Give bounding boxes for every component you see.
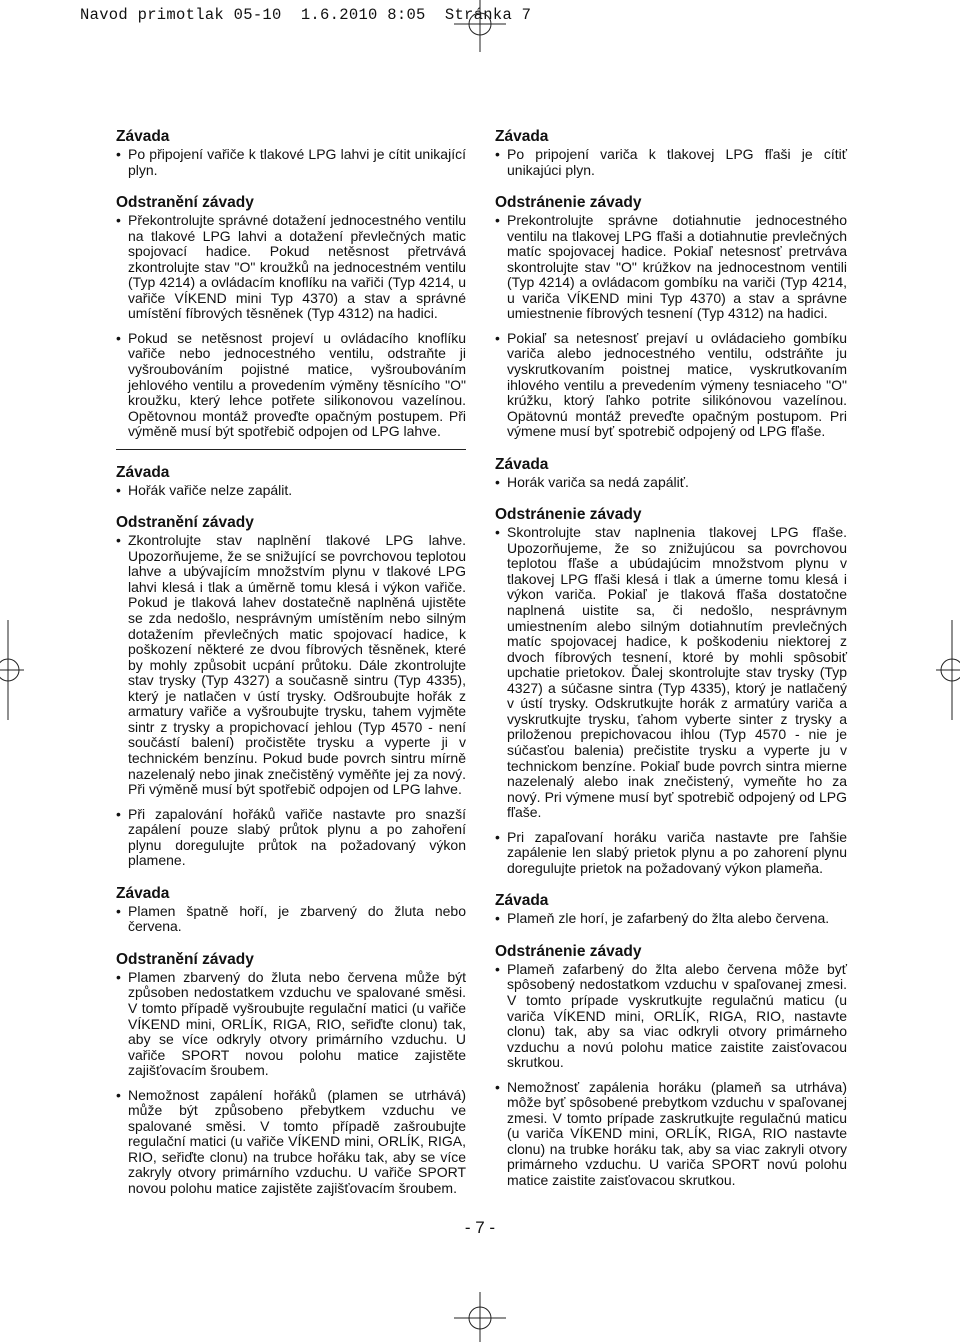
registration-mark-bottom (452, 1290, 508, 1342)
section-heading: Závada (116, 463, 170, 481)
section-fix-2 (116, 514, 466, 868)
bullet-item: • Zkontrolujte stav naplnění tlakové LPG lahve. Upozorňujeme, že se snižující se povrchovou teplotou lahve a ubývajícím množstvím plynu v tlakové LPG lahvi klesá i tlak a úměrně tomu klesá i výkon vařiče. Pokud je tlaková lahev dostatečně naplněná ujistěte se zda nedošlo, nesprávným umístěním nebo silným dotažením převlečných matic spojovací hadice, k poškození některé ze dvou fíbrových těsněnek, které by mohly způsobit ucpání průtoku. Dále zkontrolujte stav trysky (Typ 4327) a současně sintru (Typ 4335), který je natlačen v ústí trysky. Odšroubujte hořák z armatury vařiče a vyšroubujte trysku, tahem vyjměte sintr z trysky a propichovací jehlou (Typ 4570 - není součástí balení) pročistěte trysku a vyperte ji v technickém benzínu. Pokud bude povrch sintru mírně nazelenalý nebo jinak znečistěný vyměňte jej za nový. Při výměně musí být spotřebič odpojen od LPG lahve. (116, 532, 466, 798)
section-fault-1 (495, 128, 847, 178)
section-heading: Závada (495, 892, 549, 910)
section-heading: Odstránenie závady (495, 506, 642, 524)
section-heading: Závada (495, 128, 549, 145)
bullet-icon: • (116, 968, 121, 985)
bullet-item: • Nemožnosť zapálenia horáku (plameň sa utrháva) môže byť spôsobené prebytkom vzduchu v spaľovanej zmesi. V tomto prípade zaskrutkujte regulačnú maticu (u variča VÍKEND mini, ORLÍK, RIGA, RIO nastavte clonu) na trubke horáku tak, aby sa viac zakryli otvory primárneho vzduchu. U variča SPORT novú polohu matice zaistite zaisťovacou skrutkou. (495, 1078, 847, 1188)
bullet-icon: • (495, 473, 500, 490)
bullet-item: • Překontrolujte správné dotažení jednocestného ventilu na tlakové LPG lahvi a dotažení převlečných matic spojovací hadice. Pokud netěsnost přetrvává zkontrolujte stav "O" kroužků na jednocestném ventilu (Typ 4214) a ovládacím knoflíku na vařiči (Typ 4214, u vařiče VÍKEND mini Typ 4370) a stav a správné umístění fíbrových těsněnek (Typ 4312) na hadici. (116, 212, 466, 322)
section-fault-3 (116, 885, 466, 935)
bullet-icon: • (495, 212, 500, 229)
section-fix-1 (495, 194, 847, 440)
bullet-item: • Pokiaľ sa netesnosť prejaví u ovládacieho gombíku variča alebo jednocestného ventilu, odstráňte ju vyskrutkovaním poistnej matice, vyskrutkovaním ihlového ventilu a prevedením výmeny tesniaceho "O" krúžku, ktorý ľahko potrite silikónovou vazelínou. Opätovnú montáž preveďte opačným postupom. Pri výmene musí byť spotrebič odpojený od LPG fľaše. (495, 329, 847, 440)
bullet-icon: • (116, 481, 121, 498)
section-heading: Odstránenie závady (495, 942, 642, 960)
section-heading: Odstranění závady (116, 514, 254, 532)
bullet-item: • Pokud se netěsnost projeví u ovládacího knoflíku vařiče nebo jednocestného ventilu, odstraňte ji vyšroubováním pojistné matice, vyšroubováním jehlového ventilu a provedením výměny těsnícího "O" kroužku, který lehce potřete silikonovou vazelínou. Opětovnou montáž proveďte opačným postupem. Při výměně musí být spotřebič odpojen od LPG lahve. (116, 329, 466, 440)
left-column (116, 128, 466, 1213)
section-heading: Závada (116, 884, 170, 902)
bullet-icon: • (495, 960, 500, 977)
bullet-icon: • (116, 329, 121, 346)
section-heading: Odstranění závady (116, 194, 254, 212)
bullet-item: • Plamen zbarvený do žluta nebo červena může být způsoben nedostatkem vzduchu ve spalované směsi. V tomto případě vyšroubujte regulační matici (u vařiče VÍKEND mini, ORLÍK, RIGA, RIO, seřiďte clonu) tak, aby se více odkryly otvory primárního vzduchu. U vařiče SPORT novou polohu matice zajistěte zajišťovacím šroubem. (116, 968, 466, 1079)
section-fault-3 (495, 892, 847, 927)
bullet-icon: • (116, 146, 121, 162)
bullet-icon: • (116, 805, 121, 822)
section-fault-1 (116, 128, 466, 178)
bullet-item: • Skontrolujte stav naplnenia tlakovej LPG fľaše. Upozorňujeme, že so znižujúcou sa povrchovou teplotou fľaše a ubúdajúcim množstvom plynu v tlakovej LPG fľaši klesá i tlak a úmerne tomu klesá i výkon variča. Pokiaľ je tlaková fľaša dostatočne naplnená uistite sa, či nedošlo, nesprávnym umiestnením alebo silným dotiahnutím prevlečných matíc spojovacej hadice, k poškodeniu niektorej z dvoch fíbrových tesnení, ktoré by mohli spôsobiť upchatie prietokov. Ďalej skontrolujte stav trysky (Typ 4327) a súčasne sintra (Typ 4335), ktorý je natlačený v ústí trysky. Odskrutkujte horák z armatúry variča a vyskrutkujte trysku, ťahom vyberte sinter z trysky a priloženou prepichovacou ihlou (Typ 4570 - nie je súčasťou balenia) prečistite trysku a vyperte ju v technickom benzíne. Pokiaľ bude povrch sintra mierne nazelenalý alebo inak znečistený, vymeňte ho za nový. Pri výmene musí byť spotrebič odpojený od LPG fľaše. (495, 524, 847, 821)
bullet-icon: • (495, 1078, 500, 1095)
bullet-item: • Plameň zle horí, je zafarbený do žlta alebo červena. (495, 910, 830, 927)
section-fix-1 (116, 194, 466, 440)
section-fault-2 (116, 464, 466, 499)
bullet-icon: • (116, 212, 121, 229)
bullet-item: • Při zapalování hořáků vařiče nastavte pro snazší zapálení pouze slabý průtok plynu a po zahoření plynu doregulujte průtok na požadovaný výkon plamene. (116, 805, 466, 869)
bullet-icon: • (495, 910, 500, 927)
section-heading: Odstranění závady (116, 950, 254, 968)
section-heading: Závada (495, 455, 549, 473)
bullet-item: • Plamen špatně hoří, je zbarvený do žluta nebo červena. (116, 902, 466, 935)
section-heading: Závada (116, 128, 170, 145)
bullet-item: • Pri zapaľovaní horáku variča nastavte pre ľahšie zapálenie len slabý prietok plynu a po zahorení plynu doregulujte prietok na požadovaný výkon plameňa. (495, 828, 847, 876)
bullet-item: • Nemožnost zapálení hořáků (plamen se utrhává) může být způsobeno přebytkem vzduchu ve spalované směsi. V tomto případě zašroubujte regulační matici (u vařiče VÍKEND mini, ORLÍK, RIGA, RIO, seřiďte clonu) na trubce hořáku tak, aby se více zakryly otvory primárního vzduchu. U vařiče SPORT novou polohu matice zajistěte zajišťovacím šroubem. (116, 1086, 466, 1196)
bullet-item: • Plameň zafarbený do žlta alebo červena môže byť spôsobený nedostatkom vzduchu v spaľovanej zmesi. V tomto prípade vyskrutkujte regulačnú maticu (u variča VÍKEND mini, ORLÍK, RIGA, RIO, nastavte clonu) tak, aby sa viac odkryli otvory primárneho vzduchu a novú polohu matice zaistite zaisťovacou skrutkou. (495, 960, 847, 1071)
section-fault-2 (495, 456, 847, 491)
bullet-icon: • (116, 532, 121, 549)
bullet-item: • Po pripojení variča k tlakovej LPG fľaši je cítiť unikajúci plyn. (495, 146, 847, 178)
bullet-item: • Horák variča sa nedá zapáliť. (495, 473, 689, 490)
bullet-icon: • (495, 524, 500, 541)
print-header: Navod primotlak 05-10 1.6.2010 8:05 Stránka 7 (80, 6, 532, 24)
section-fix-3 (495, 943, 847, 1189)
bullet-icon: • (116, 902, 121, 919)
section-divider (116, 449, 466, 450)
section-heading: Odstránenie závady (495, 194, 642, 212)
bullet-icon: • (495, 146, 500, 162)
registration-mark-right (930, 620, 960, 720)
registration-mark-top (452, 0, 508, 60)
section-fix-2 (495, 506, 847, 876)
section-fix-3 (116, 951, 466, 1197)
bullet-item: • Prekontrolujte správne dotiahnutie jednocestného ventilu na tlakovej LPG fľaši a dotiahnutie prevlečných matíc spojovacej hadice. Pokiaľ netesnosť pretrváva skontrolujte stav "O" krúžkov na jednocestnom ventili (Typ 4214) a ovládacom gombíku na variči (Typ 4214, u variča VÍKEND mini Typ 4370) a stav a správne umiestnenie fíbrových tesnení (Typ 4312) na hadici. (495, 212, 847, 322)
registration-mark-left (0, 620, 30, 720)
bullet-icon: • (495, 828, 500, 845)
bullet-item: • Po připojení vařiče k tlakové LPG lahvi je cítit unikající plyn. (116, 146, 466, 178)
bullet-item: • Hořák vařiče nelze zapálit. (116, 481, 293, 498)
bullet-icon: • (116, 1086, 121, 1103)
right-column (495, 128, 847, 1205)
bullet-icon: • (495, 329, 500, 346)
page-number: - 7 - (464, 1218, 496, 1237)
